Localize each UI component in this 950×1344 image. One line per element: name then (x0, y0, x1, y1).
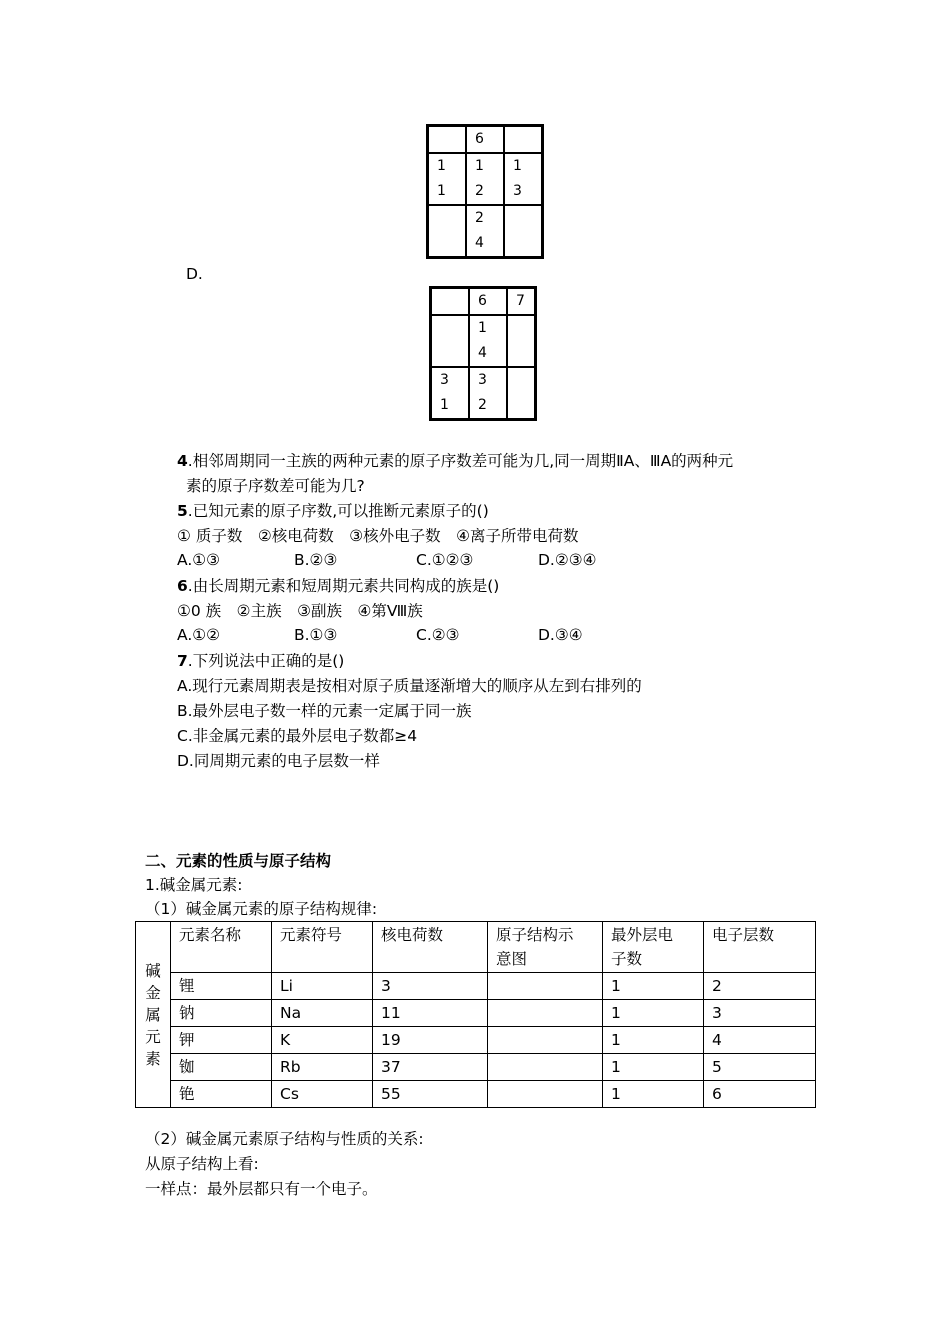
periodic-fragment-c (426, 124, 544, 259)
question-4 (177, 449, 733, 474)
option-b: B.①③ (294, 626, 338, 644)
question-number: 4 (177, 452, 188, 470)
option-d: D.同周期元素的电子层数一样 (177, 752, 380, 770)
pt-cell: 1 4 (469, 315, 507, 367)
cell (488, 1054, 603, 1081)
cell (488, 1027, 603, 1054)
column-header: 最外层电 子数 (603, 922, 704, 973)
cell: 4 (704, 1027, 816, 1054)
column-header: 电子层数 (704, 922, 816, 973)
pt-cell: 6 (469, 288, 507, 316)
question-number: 7 (177, 652, 188, 670)
alkali-metal-table (135, 921, 816, 1108)
cell: 3 (373, 973, 488, 1000)
question-5 (177, 499, 489, 524)
cell: 1 (603, 1054, 704, 1081)
table-row (136, 1054, 816, 1081)
table-row (136, 1027, 816, 1054)
option-c: C.①②③ (416, 551, 474, 569)
pt-cell: 6 (466, 126, 504, 154)
question-number: 6 (177, 577, 188, 595)
pt-cell: 7 (507, 288, 536, 316)
option-b: B.最外层电子数一样的元素一定属于同一族 (177, 702, 472, 720)
question-7 (177, 649, 344, 674)
cell: 6 (704, 1081, 816, 1108)
question-text: .已知元素的原子序数,可以推断元素原子的() (187, 502, 489, 520)
column-header: 元素符号 (272, 922, 373, 973)
option-c: C.非金属元素的最外层电子数都≥4 (177, 727, 418, 745)
section-heading: 二、元素的性质与原子结构 (145, 852, 332, 870)
question-4-cont: 素的原子序数差可能为几? (186, 477, 365, 495)
paragraph-same-point: 一样点：最外层都只有一个电子。 (145, 1180, 378, 1198)
pt-cell: 1 2 (466, 153, 504, 205)
cell: 1 (603, 973, 704, 1000)
cell: Rb (272, 1054, 373, 1081)
subheading-structure-rules: （1）碱金属元素的原子结构规律: (145, 900, 378, 918)
cell: Na (272, 1000, 373, 1027)
pt-cell (428, 205, 467, 258)
question-text: .下列说法中正确的是() (187, 652, 345, 670)
pt-cell: 3 2 (469, 367, 507, 420)
table-row (136, 973, 816, 1000)
cell: 3 (704, 1000, 816, 1027)
question-5-items: ① 质子数 ②核电荷数 ③核外电子数 ④离子所带电荷数 (177, 527, 579, 545)
column-header: 原子结构示 意图 (488, 922, 603, 973)
cell: 2 (704, 973, 816, 1000)
cell: 钠 (171, 1000, 272, 1027)
pt-cell (431, 288, 470, 316)
option-a: A.现行元素周期表是按相对原子质量逐渐增大的顺序从左到右排列的 (177, 677, 642, 695)
cell: K (272, 1027, 373, 1054)
column-header: 核电荷数 (373, 922, 488, 973)
cell (488, 1000, 603, 1027)
cell (488, 1081, 603, 1108)
pt-cell: 1 1 (428, 153, 467, 205)
cell: Cs (272, 1081, 373, 1108)
cell: Li (272, 973, 373, 1000)
table-row (136, 1081, 816, 1108)
cell: 11 (373, 1000, 488, 1027)
option-b: B.②③ (294, 551, 338, 569)
subheading-alkali-metals: 1.碱金属元素: (145, 876, 243, 894)
question-text: .由长周期元素和短周期元素共同构成的族是() (187, 577, 500, 595)
option-d-label: D. (186, 265, 203, 283)
paragraph-structure-view: 从原子结构上看: (145, 1155, 259, 1173)
side-label (136, 922, 171, 1108)
cell: 5 (704, 1054, 816, 1081)
subheading-structure-properties: （2）碱金属元素原子结构与性质的关系: (145, 1130, 424, 1148)
pt-cell (507, 315, 536, 367)
cell: 19 (373, 1027, 488, 1054)
pt-cell: 2 4 (466, 205, 504, 258)
cell: 1 (603, 1027, 704, 1054)
cell: 55 (373, 1081, 488, 1108)
pt-cell: 3 1 (431, 367, 470, 420)
option-c: C.②③ (416, 626, 460, 644)
pt-cell (504, 205, 543, 258)
side-label-text: 碱 金 属 元 素 (145, 961, 161, 1068)
periodic-fragment-d (429, 286, 537, 421)
column-header: 元素名称 (171, 922, 272, 973)
pt-cell (504, 126, 543, 154)
option-a: A.①③ (177, 551, 221, 569)
option-a: A.①② (177, 626, 221, 644)
pt-cell (431, 315, 470, 367)
cell: 37 (373, 1054, 488, 1081)
table-row (136, 1000, 816, 1027)
pt-cell: 1 3 (504, 153, 543, 205)
cell: 钾 (171, 1027, 272, 1054)
question-text: .相邻周期同一主族的两种元素的原子序数差可能为几,同一周期ⅡA、ⅢA的两种元 (187, 452, 734, 470)
question-6-items: ①0 族 ②主族 ③副族 ④第Ⅷ族 (177, 602, 423, 620)
cell: 1 (603, 1000, 704, 1027)
pt-cell (428, 126, 467, 154)
cell: 锂 (171, 973, 272, 1000)
cell: 铯 (171, 1081, 272, 1108)
question-6 (177, 574, 499, 599)
pt-cell (507, 367, 536, 420)
option-d: D.③④ (538, 626, 583, 644)
cell (488, 973, 603, 1000)
question-number: 5 (177, 502, 188, 520)
cell: 1 (603, 1081, 704, 1108)
cell: 铷 (171, 1054, 272, 1081)
option-d: D.②③④ (538, 551, 597, 569)
